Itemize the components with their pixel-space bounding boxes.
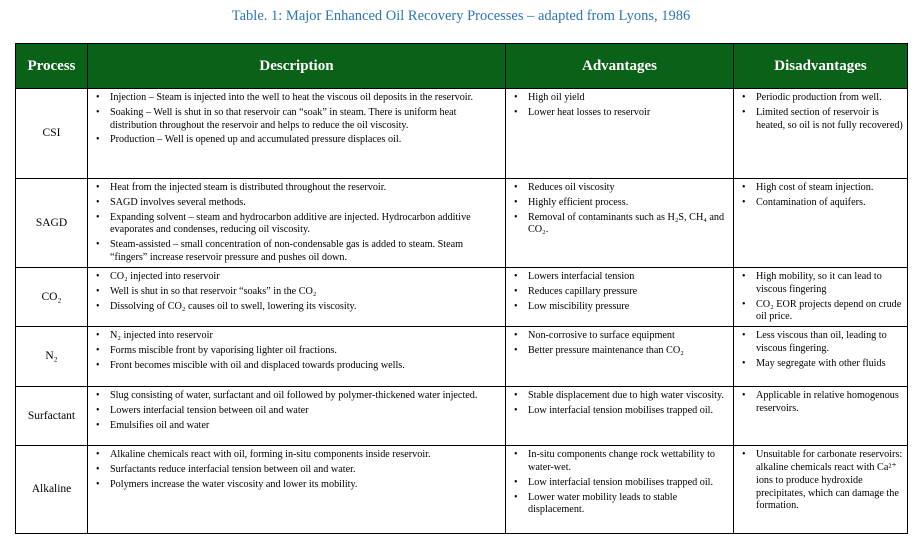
- list-item: • Low interfacial tension mobilises trapped oil.: [528, 477, 729, 490]
- list-item: • Low interfacial tension mobilises trapped oil.: [528, 405, 729, 418]
- header-description: Description: [88, 44, 506, 89]
- list-item: • High oil yield: [528, 92, 729, 105]
- description-cell: [88, 446, 506, 534]
- table-row: [16, 387, 908, 446]
- list-item: • SAGD involves several methods.: [110, 197, 501, 210]
- list-item: • Lower heat losses to reservoir: [528, 107, 729, 120]
- disadvantages-cell: [734, 179, 908, 268]
- list-item: • High cost of steam injection.: [756, 182, 903, 195]
- table-row: [16, 268, 908, 327]
- description-cell: [88, 89, 506, 179]
- process-cell: SAGD: [16, 179, 88, 268]
- list-item: • Removal of contaminants such as H₂S, CH₄ and CO₂.: [528, 212, 729, 238]
- list-item: • N₂ injected into reservoir: [110, 330, 501, 343]
- list-item: • Periodic production from well.: [756, 92, 903, 105]
- list-item: • Surfactants reduce interfacial tension between oil and water.: [110, 464, 501, 477]
- disadvantages-cell: [734, 446, 908, 534]
- process-cell: N₂: [16, 327, 88, 387]
- list-item: • Dissolving of CO₂ causes oil to swell, lowering its viscosity.: [110, 301, 501, 314]
- list-item: • Expanding solvent – steam and hydrocarbon additive are injected. Hydrocarbon additive evaporates and condenses, reducing oil viscosity.: [110, 212, 501, 238]
- list-item: • Forms miscible front by vaporising lighter oil fractions.: [110, 345, 501, 358]
- advantages-cell: [506, 446, 734, 534]
- list-item: • Steam-assisted – small concentration of non-condensable gas is added to steam. Steam “fingers” increase reservoir pressure and pushes oil down.: [110, 239, 501, 265]
- advantages-cell: [506, 89, 734, 179]
- list-item: • Reduces capillary pressure: [528, 286, 729, 299]
- description-cell: [88, 268, 506, 327]
- header-process: Process: [16, 44, 88, 89]
- list-item: • Lowers interfacial tension: [528, 271, 729, 284]
- list-item: • Highly efficient process.: [528, 197, 729, 210]
- advantages-cell: [506, 179, 734, 268]
- list-item: • Contamination of aquifers.: [756, 197, 903, 210]
- list-item: • Lowers interfacial tension between oil and water: [110, 405, 501, 418]
- list-item: • Polymers increase the water viscosity and lower its mobility.: [110, 479, 501, 492]
- list-item: • CO₂ injected into reservoir: [110, 271, 501, 284]
- list-item: • Well is shut in so that reservoir “soaks” in the CO₂: [110, 286, 501, 299]
- list-item: • CO₂ EOR projects depend on crude oil price.: [756, 299, 903, 325]
- table-caption: Table. 1: Major Enhanced Oil Recovery Processes – adapted from Lyons, 1986: [231, 8, 691, 24]
- advantages-cell: [506, 327, 734, 387]
- list-item: • Emulsifies oil and water: [110, 420, 501, 433]
- disadvantages-cell: [734, 327, 908, 387]
- header-disadvantages: Disadvantages: [734, 44, 908, 89]
- list-item: • Heat from the injected steam is distributed throughout the reservoir.: [110, 182, 501, 195]
- list-item: • Low miscibility pressure: [528, 301, 729, 314]
- list-item: • Front becomes miscible with oil and displaced towards producing wells.: [110, 360, 501, 373]
- list-item: • Alkaline chemicals react with oil, forming in-situ components inside reservoir.: [110, 449, 501, 462]
- list-item: • Slug consisting of water, surfactant and oil followed by polymer-thickened water injected.: [110, 390, 501, 403]
- list-item: • May segregate with other fluids: [756, 358, 903, 371]
- list-item: • High mobility, so it can lead to viscous fingering: [756, 271, 903, 297]
- list-item: • Limited section of reservoir is heated, so oil is not fully recovered): [756, 107, 903, 133]
- table-row: [16, 327, 908, 387]
- list-item: • Injection – Steam is injected into the well to heat the viscous oil deposits in the reservoir.: [110, 92, 501, 105]
- list-item: • Less viscous than oil, leading to viscous fingering.: [756, 330, 903, 356]
- list-item: • Unsuitable for carbonate reservoirs: alkaline chemicals react with Ca²⁺ ions to produce hydroxide precipitates, which can damage the formation.: [756, 449, 903, 513]
- disadvantages-cell: [734, 268, 908, 327]
- list-item: • Applicable in relative homogenous reservoirs.: [756, 390, 903, 416]
- list-item: • In-situ components change rock wettability to water-wet.: [528, 449, 729, 475]
- description-cell: [88, 387, 506, 446]
- advantages-cell: [506, 268, 734, 327]
- list-item: • Lower water mobility leads to stable displacement.: [528, 492, 729, 518]
- advantages-cell: [506, 387, 734, 446]
- process-cell: Surfactant: [16, 387, 88, 446]
- list-item: • Stable displacement due to high water viscosity.: [528, 390, 729, 403]
- description-cell: [88, 179, 506, 268]
- process-cell: CSI: [16, 89, 88, 179]
- disadvantages-cell: [734, 387, 908, 446]
- process-cell: CO₂: [16, 268, 88, 327]
- description-cell: [88, 327, 506, 387]
- disadvantages-cell: [734, 89, 908, 179]
- process-cell: Alkaline: [16, 446, 88, 534]
- header-row: [16, 44, 908, 89]
- table-row: [16, 89, 908, 179]
- list-item: • Better pressure maintenance than CO₂: [528, 345, 729, 358]
- list-item: • Production – Well is opened up and accumulated pressure displaces oil.: [110, 134, 501, 147]
- header-advantages: Advantages: [506, 44, 734, 89]
- table-row: [16, 179, 908, 268]
- list-item: • Soaking – Well is shut in so that reservoir can “soak” in steam. There is uniform heat distribution throughout the reservoir and helps to reduce the oil viscosity.: [110, 107, 501, 133]
- list-item: • Reduces oil viscosity: [528, 182, 729, 195]
- list-item: • Non-corrosive to surface equipment: [528, 330, 729, 343]
- table-row: [16, 446, 908, 534]
- eor-processes-table: [15, 43, 908, 534]
